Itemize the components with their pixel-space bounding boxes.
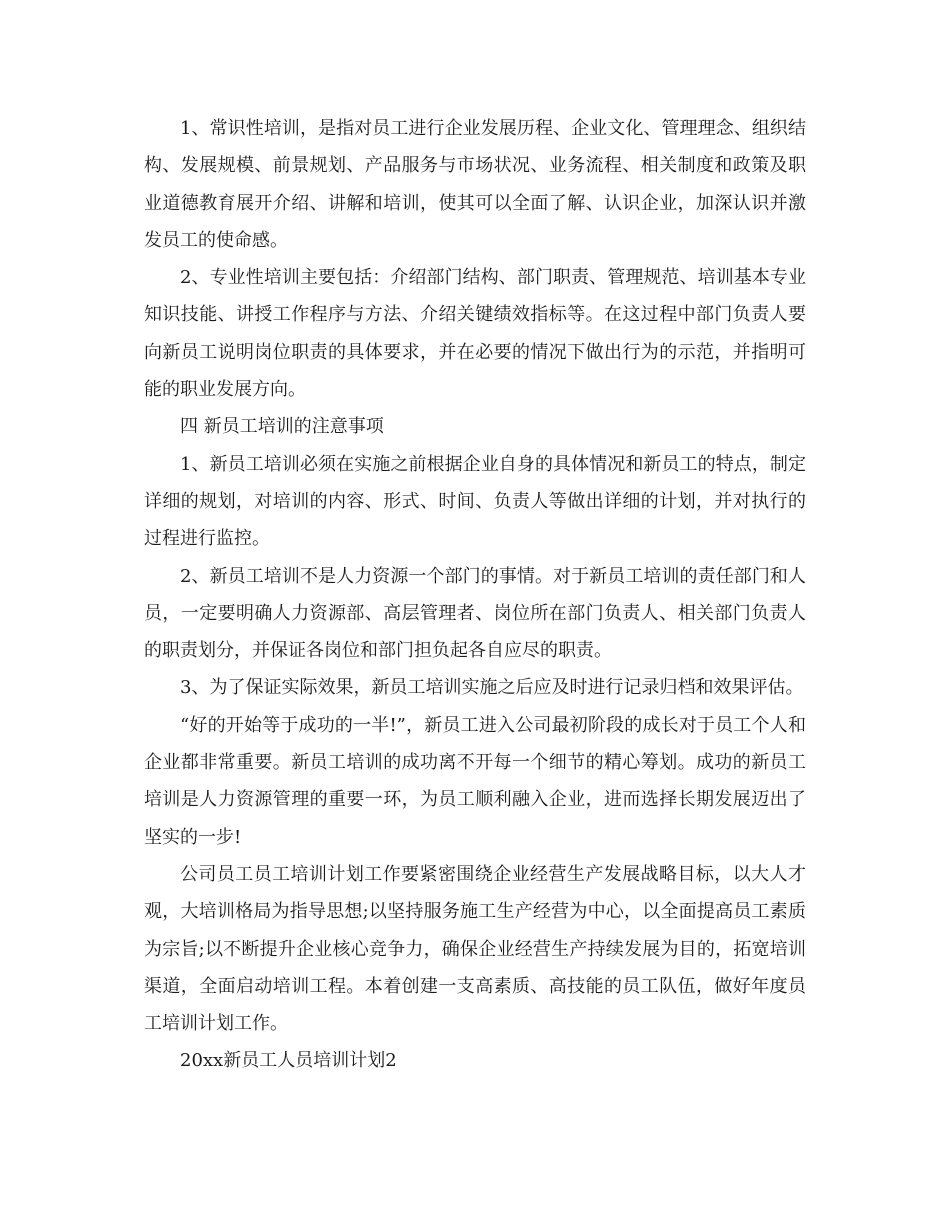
paragraph-note-3: 3、为了保证实际效果，新员工培训实施之后应及时进行记录归档和效果评估。 [180,677,804,699]
paragraph-note-2: 2、新员工培训不是人力资源一个部门的事情。对于新员工培训的责任部门和人员，一定要明确人力资源部、高层管理者、岗位所在部门负责人、相关部门负责人的职责划分，并保证各岗位和部门担负起各自应尽的职责。 [144,565,806,662]
paragraph-general-training: 1、常识性培训，是指对员工进行企业发展历程、企业文化、管理理念、组织结构、发展规模、前景规划、产品服务与市场状况、业务流程、相关制度和政策及职业道德教育展开介绍、讲解和培训，使其可以全面了解、认识企业，加深认识并激发员工的使命感。 [144,118,806,251]
section-heading-plan-2: 20xx新员工人员培训计划2 [180,1050,397,1072]
paragraph-company-plan: 公司员工员工培训计划工作要紧密围绕企业经营生产发展战略目标，以大人才观，大培训格局为指导思想;以坚持服务施工生产经营为中心，以全面提高员工素质为宗旨;以不断提升企业核心竞争力，确保企业经营生产持续发展为目的，拓宽培训渠道，全面启动培训工程。本着创建一支高素质、高技能的员工队伍，做好年度员工培训计划工作。 [144,863,806,1035]
paragraph-professional-training: 2、专业性培训主要包括：介绍部门结构、部门职责、管理规范、培训基本专业知识技能、讲授工作程序与方法、介绍关键绩效指标等。在这过程中部门负责人要向新员工说明岗位职责的具体要求，并在必要的情况下做出行为的示范，并指明可能的职业发展方向。 [144,267,806,401]
paragraph-good-start: “好的开始等于成功的一半!”，新员工进入公司最初阶段的成长对于员工个人和企业都非常重要。新员工培训的成功离不开每一个细节的精心筹划。成功的新员工培训是人力资源管理的重要一环，为员工顺利融入企业，进而选择长期发展迈出了坚实的一步! [144,714,806,848]
section-heading-notes: 四 新员工培训的注意事项 [180,416,384,438]
document-body [144,110,806,1080]
paragraph-note-1: 1、新员工培训必须在实施之前根据企业自身的具体情况和新员工的特点，制定详细的规划，对培训的内容、形式、时间、负责人等做出详细的计划，并对执行的过程进行监控。 [144,453,806,550]
